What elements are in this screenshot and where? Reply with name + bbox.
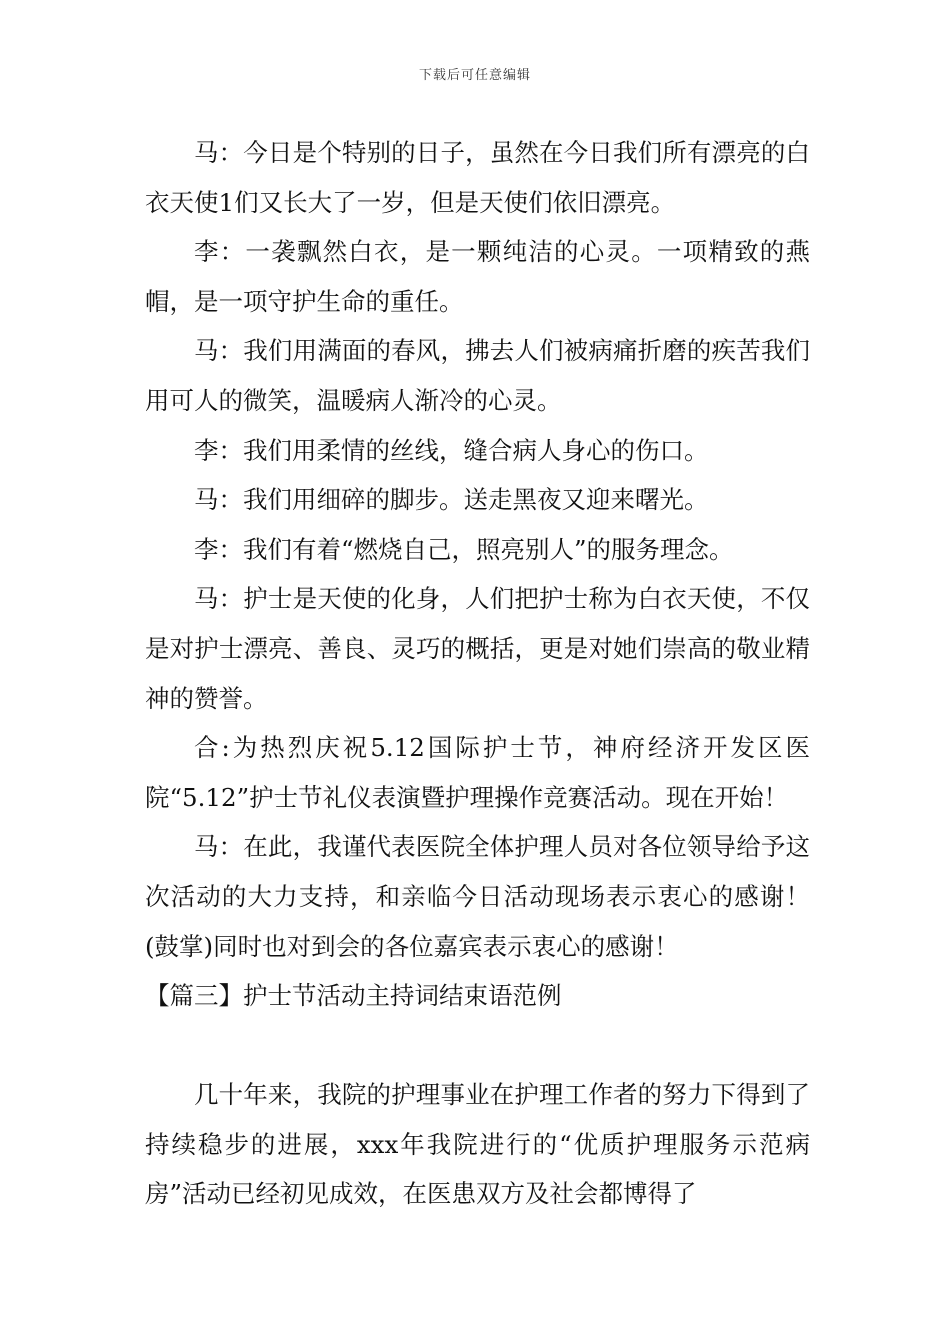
dialogue-paragraph: 李：我们用柔情的丝线，缝合病人身心的伤口。: [194, 435, 709, 465]
dialogue-paragraph: 马：我们用细碎的脚步。送走黑夜又迎来曙光。: [194, 485, 709, 515]
dialogue-paragraph: 马：在此，我谨代表医院全体护理人员对各位领导给予这次活动的大力支持，和亲临今日活动现场表示衷心的感谢！(鼓掌)同时也对到会的各位嘉宾表示衷心的感谢！: [145, 832, 810, 961]
dialogue-paragraph: 马：今日是个特别的日子，虽然在今日我们所有漂亮的白衣天使1们又长大了一岁，但是天使们依旧漂亮。: [145, 138, 810, 217]
dialogue-paragraph: 李：一袭飘然白衣，是一颗纯洁的心灵。一项精致的燕帽，是一项守护生命的重任。: [145, 237, 810, 316]
document-body: [145, 128, 810, 1219]
section-paragraph: 几十年来，我院的护理事业在护理工作者的努力下得到了持续稳步的进展，xxx年我院进行的“优质护理服务示范病房”活动已经初见成效，在医患双方及社会都博得了: [145, 1080, 810, 1209]
dialogue-paragraph: 李：我们有着“燃烧自己，照亮别人”的服务理念。: [194, 534, 734, 564]
page-header-note: 下载后可任意编辑: [418, 68, 531, 83]
section-heading: 【篇三】护士节活动主持词结束语范例: [145, 981, 562, 1011]
dialogue-paragraph: 马：我们用满面的春风，拂去人们被病痛折磨的疾苦我们用可人的微笑，温暖病人渐冷的心灵。: [145, 336, 810, 415]
dialogue-paragraph: 合:为热烈庆祝5.12国际护士节，神府经济开发区医院“5.12”护士节礼仪表演暨护理操作竞赛活动。现在开始！: [145, 733, 810, 812]
dialogue-paragraph: 马：护士是天使的化身，人们把护士称为白衣天使，不仅是对护士漂亮、善良、灵巧的概括，更是对她们崇高的敬业精神的赞誉。: [145, 584, 810, 713]
